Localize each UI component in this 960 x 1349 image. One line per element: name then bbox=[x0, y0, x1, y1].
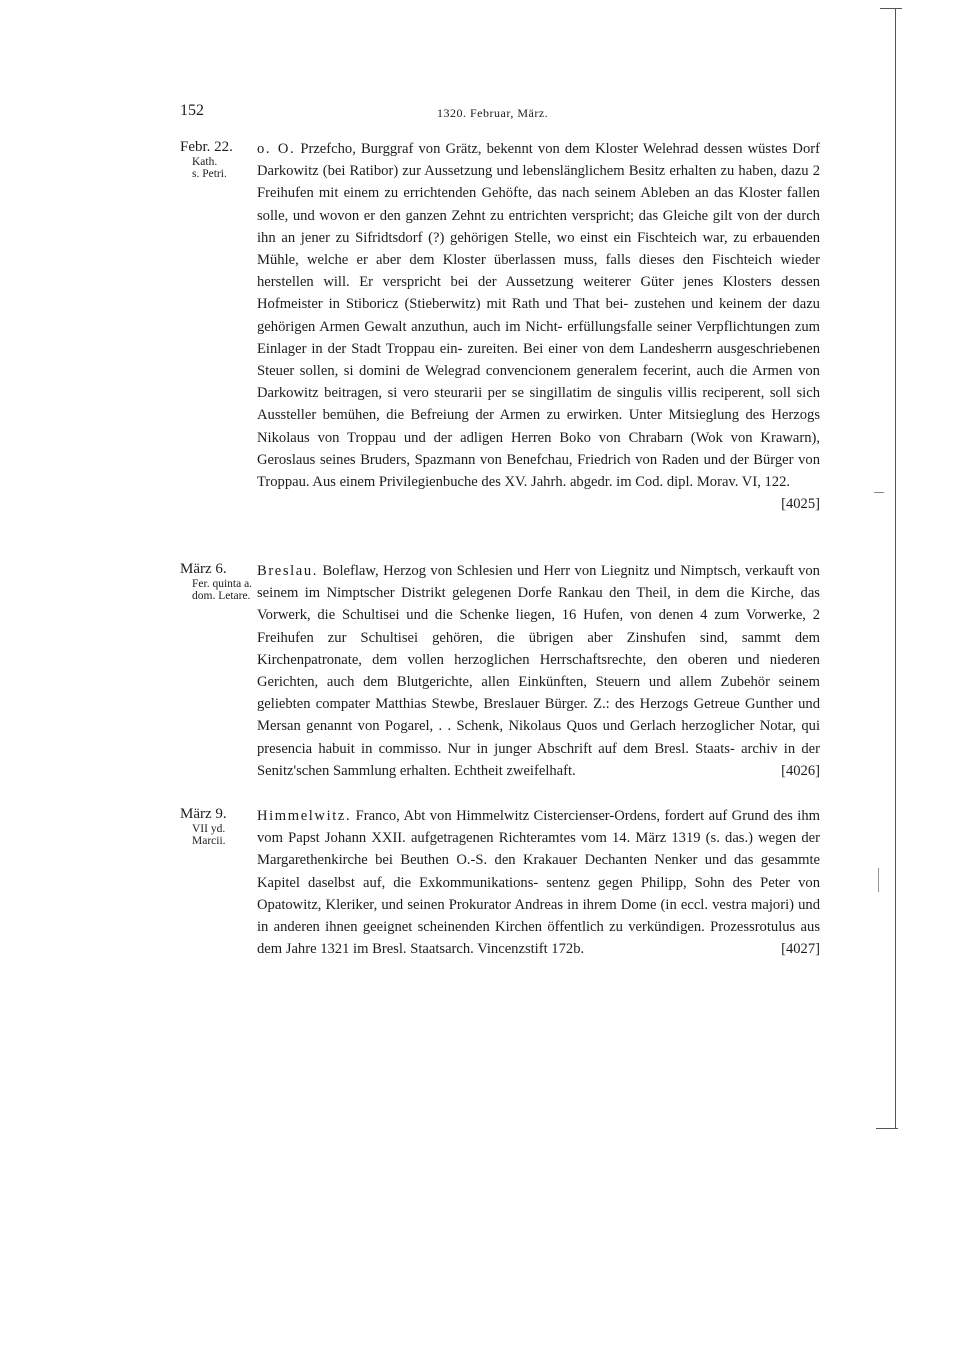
text-line: dessen wüstes Dorf Darkowitz (bei Ratibor) zur Aussetzung und lebenslänglichem bbox=[257, 141, 820, 180]
text-line: de Welegrad convencionem generalem fecerint, auch die Armen von Darkowitz bbox=[257, 363, 820, 402]
margin-date bbox=[180, 560, 258, 602]
text-line: Besitz erhalten zu haben, dazu 2 Freihufen mit einem zu errichtenden Gehöfte, bbox=[257, 163, 821, 202]
text-line: 16 Hufen, von denen 4 zum Vorwerke, 2 Freihufen zur Schultisei gehören, die bbox=[257, 607, 820, 646]
page-number: 152 bbox=[180, 102, 204, 119]
text-line: wieder herstellen will. Er verspricht bei der Aussetzung weiterer Güter jenes bbox=[257, 252, 820, 291]
text-line: Einkünften, Steuern und allem Zubehör seinem geliebten compater Matthias bbox=[257, 674, 820, 713]
text-line: dem Jahre 1321 im Bresl. Staatsarch. Vincenzstift 172b. bbox=[257, 941, 585, 958]
text-line: übrigen aber Zinshufen sind, sammt dem Kirchenpatronate, dem vollen herzoglichen bbox=[257, 629, 820, 668]
regest-entry bbox=[180, 805, 820, 985]
text-line: Sifridtsdorf (?) gehörigen Stelle, wo einst ein Fischteich war, zu erbauenden bbox=[355, 229, 821, 246]
entry-text bbox=[257, 560, 820, 782]
text-line: seinen Prokurator Andreas in ihrem Dome (in eccl. vestra majori) und in anderen bbox=[257, 896, 820, 936]
scan-edge-corner-bottom bbox=[876, 1128, 898, 1129]
text-line: des Herzogs Nikolaus von Troppau und der adligen Herren Boko von Chrabarn bbox=[257, 407, 821, 446]
regest-entry bbox=[180, 560, 820, 795]
feast-day-line: Fer. quinta a. bbox=[192, 578, 253, 590]
text-line: Nimptsch, verkauft von seinem im Nimptscher Distrikt gelegenen Dorfe Rankau bbox=[257, 563, 820, 602]
scan-edge-line bbox=[895, 8, 896, 1128]
entry-date: März 6. bbox=[180, 561, 227, 577]
entry-place: Breslau. bbox=[257, 563, 319, 579]
text-line: zureiten. Bei einer von dem Landesherrn ausgeschriebenen Steuer sollen, si domini bbox=[257, 340, 820, 380]
feast-day-line: VII yd. bbox=[192, 823, 226, 835]
text-line: Zehnt zu entrichten verspricht; das Gleiche gilt von der durch ihn an jener zu bbox=[257, 207, 820, 246]
entry-place: Himmelwitz. bbox=[257, 808, 352, 824]
page-header bbox=[180, 102, 820, 122]
text-line: qui presencia habuit in commisso. Nur in junger Abschrift auf dem Bresl. Staats- bbox=[257, 718, 821, 757]
text-line: erfüllungsfalle seiner Verpflichtungen zum Einlager in der Stadt Troppau ein- bbox=[257, 318, 820, 357]
text-line: archiv in der Senitz'schen Sammlung erhalten. Echtheit zweifelhaft. bbox=[257, 740, 820, 779]
entry-number: [4026] bbox=[781, 762, 820, 779]
running-head: 1320. Februar, März. bbox=[437, 106, 549, 120]
text-line: beitragen, si vero steurarii per se singillatim de singulis villis reciperent, soll sich bbox=[324, 385, 820, 402]
text-line: Przefcho, Burggraf von Grätz, bekennt von dem Kloster Welehrad bbox=[300, 141, 699, 157]
text-line: Aussteller bemühen, die Befreiung der Armen zu erwirken. Unter Mitsieglung bbox=[257, 407, 739, 424]
entry-date: Febr. 22. bbox=[180, 139, 233, 155]
text-line: abgedr. im Cod. dipl. Morav. VI, 122. bbox=[569, 474, 791, 491]
text-line: ihnen geeignet scheinenden Kirchen öffentlich zu verkündigen. Prozessrotulus aus bbox=[325, 919, 820, 936]
scan-mark bbox=[874, 492, 884, 493]
text-line: das nach seinem Ableben an das Kloster fallen solle, und wovon er den ganzen bbox=[257, 185, 820, 224]
text-line: Mühle, welche er aber dem Kloster überlassen muss, falls dieses den Fischteich bbox=[257, 252, 773, 269]
entry-number: [4027] bbox=[781, 941, 820, 958]
text-line: Stewbe, Breslauer Bürger. Z.: des Herzogs Getreue Gunther und Mersan bbox=[257, 696, 820, 735]
text-line: Dechanten Nenker und das gesammte Kapitel daselbst auf, die Exkommunikations- bbox=[257, 852, 820, 891]
entry-number: [4025] bbox=[781, 496, 820, 513]
entry-text bbox=[257, 805, 820, 960]
text-line: den Theil, in dem die Kirche, das Vorwerk, die Schultisei und die Schenke liegen, bbox=[257, 585, 820, 624]
regest-entry bbox=[180, 138, 820, 548]
text-line: Klosters dessen Hofmeister in Stiboricz (Stieberwitz) mit Rath und That bei- bbox=[257, 274, 820, 313]
text-line: (Wok von Krawarn), Geroslaus seines Bruders, Spazmann von Benefchau, Friedrich bbox=[257, 429, 820, 468]
entry-text bbox=[257, 138, 820, 515]
scan-mark bbox=[878, 868, 879, 892]
text-line: genannt von Pogarel, . . Schenk, Nikolaus Quos und Gerlach herzoglicher Notar, bbox=[306, 718, 796, 735]
text-line: zustehen und keinem der dazu gehörigen Armen Gewalt anzuthun, auch im Nicht- bbox=[257, 296, 820, 335]
margin-date bbox=[180, 805, 258, 847]
text-line: 1319 (s. das.) wegen der Margarethenkirche bei Beuthen O.-S. den Krakauer bbox=[257, 830, 821, 869]
feast-day-line: Kath. bbox=[192, 156, 218, 168]
scan-edge-corner-top bbox=[880, 8, 902, 9]
entry-place: o. O. bbox=[257, 141, 296, 157]
entry-date: März 9. bbox=[180, 806, 227, 822]
text-line: sentenz gegen Philipp, Sohn des Peter von Opatowitz, Kleriker, und bbox=[257, 874, 820, 913]
feast-day-line: Marcii. bbox=[192, 835, 226, 847]
margin-date bbox=[180, 138, 258, 180]
feast-day-line: s. Petri. bbox=[192, 168, 227, 180]
text-line: Franco, Abt von Himmelwitz Cistercienser-Ordens, fordert auf bbox=[355, 808, 728, 824]
text-line: Boleflaw, Herzog von Schlesien und Herr von Liegnitz und bbox=[322, 563, 676, 579]
text-line: von Raden und der Bürger von Troppau. Aus einem Privilegienbuche des XV. Jahrh. bbox=[257, 451, 820, 491]
text-line: Grund des ihm vom Papst Johann XXII. aufgetragenen Richteramtes vom 14. März bbox=[257, 808, 820, 847]
text-line: Herrschaftsrechte, den oberen und niederen Gerichten, auch dem Blutgerichte, allen bbox=[257, 651, 820, 691]
feast-day-line: dom. Letare. bbox=[192, 590, 251, 602]
